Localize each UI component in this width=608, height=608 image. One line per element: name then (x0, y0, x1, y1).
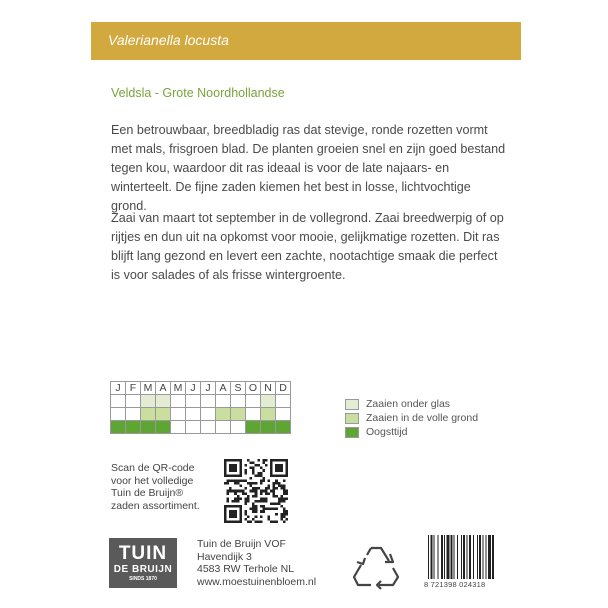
calendar-cell (201, 421, 216, 434)
calendar-cell (276, 408, 291, 421)
legend-swatch-volle (345, 413, 359, 424)
qr-text-line: voor het volledige (111, 474, 194, 487)
qr-text-line: Scan de QR-code (111, 462, 195, 474)
calendar-cell (141, 408, 156, 421)
calendar-cell (276, 421, 291, 434)
description-paragraph-1: Een betrouwbaar, breedbladig ras dat stevige, ronde rozetten vormt met mals, frisgroen blad. De planten groeien snel en zijn goed bestand tegen kou, waardoor dit ras ideaal is voor de late najaars- en winterteelt. De fijne zaden kiemen het best in losse, lichtvochtige grond. (111, 123, 506, 213)
calendar-cell (171, 421, 186, 434)
calendar-cell (246, 395, 261, 408)
calendar-month-header: O (246, 382, 261, 395)
variety-name: Veldsla - Grote Noordhollandse (111, 86, 285, 100)
calendar-month-header: S (231, 382, 246, 395)
calendar-cell (216, 395, 231, 408)
calendar-cell (216, 408, 231, 421)
calendar-cell (126, 395, 141, 408)
barcode-number: 8 721398 024318 (424, 580, 486, 589)
logo-line-2: DE BRUIJN (113, 564, 173, 575)
calendar-cell (231, 408, 246, 421)
calendar-cell (111, 408, 126, 421)
calendar-cell (186, 395, 201, 408)
calendar-cell (171, 395, 186, 408)
calendar-cell (246, 421, 261, 434)
calendar-cell (141, 421, 156, 434)
legend-label-volle: Zaaien in de volle grond (366, 412, 479, 424)
qr-instructions (111, 462, 200, 512)
calendar-cell (126, 408, 141, 421)
address-line: Havendijk 3 (197, 550, 252, 563)
sowing-calendar (110, 381, 291, 434)
company-address (197, 538, 316, 588)
calendar-cell (231, 395, 246, 408)
calendar-cell (156, 395, 171, 408)
calendar-legend (345, 397, 478, 439)
address-line: Tuin de Bruijn VOF (197, 538, 286, 550)
calendar-month-header: F (126, 382, 141, 395)
legend-swatch-glas (345, 399, 359, 410)
calendar-row (111, 395, 291, 408)
recycle-icon (349, 540, 403, 590)
qr-code-icon[interactable] (223, 459, 289, 523)
calendar-month-header: A (216, 382, 231, 395)
website-link[interactable]: www.moestuinenbloem.nl (197, 575, 317, 588)
logo-line-1: TUIN (118, 543, 168, 564)
calendar-cell (261, 421, 276, 434)
calendar-month-header: D (276, 382, 291, 395)
calendar-cell (156, 421, 171, 434)
qr-text-line: Tuin de Bruijn® (111, 487, 184, 499)
calendar-cell (201, 395, 216, 408)
logo-line-3: SINDS 1870 (129, 576, 157, 582)
calendar-cell (261, 395, 276, 408)
calendar-month-header: A (156, 382, 171, 395)
legend-item-oogst (345, 425, 478, 439)
header-band (91, 22, 521, 60)
calendar-cell (186, 408, 201, 421)
legend-item-glas (345, 397, 478, 411)
calendar-cell (186, 421, 201, 434)
qr-text-line: zaden assortiment. (111, 499, 200, 512)
calendar-cell (216, 421, 231, 434)
latin-name: Valerianella locusta (108, 32, 229, 48)
calendar-cell (171, 408, 186, 421)
calendar-cell (231, 421, 246, 434)
calendar-month-header: J (201, 382, 216, 395)
calendar-month-header: M (171, 382, 186, 395)
calendar-cell (276, 395, 291, 408)
legend-swatch-oogst (345, 427, 359, 438)
legend-label-glas: Zaaien onder glas (366, 398, 451, 410)
calendar-cell (141, 395, 156, 408)
calendar-month-header: N (261, 382, 276, 395)
barcode-icon (426, 535, 498, 583)
legend-label-oogst: Oogsttijd (366, 426, 408, 438)
legend-item-volle (345, 411, 478, 425)
calendar-cell (111, 395, 126, 408)
calendar-cell (111, 421, 126, 434)
calendar-cell (246, 408, 261, 421)
description-paragraph-2: Zaai van maart tot september in de vollegrond. Zaai breedwerpig of op rijtjes en dun uit na opkomst voor mooie, gelijkmatige rozetten. Dit ras blijft lang gezond en levert een zachte, nootachtige smaak die perfect is voor salades of als frisse wintergroente. (111, 211, 504, 282)
address-line: 4583 RW Terhole NL (197, 563, 295, 575)
brand-logo (109, 538, 177, 588)
calendar-row (111, 421, 291, 434)
calendar-month-header: M (141, 382, 156, 395)
calendar-cell (156, 408, 171, 421)
calendar-cell (201, 408, 216, 421)
calendar-cell (126, 421, 141, 434)
calendar-month-header: J (186, 382, 201, 395)
calendar-month-header: J (111, 382, 126, 395)
calendar-row (111, 408, 291, 421)
calendar-cell (261, 408, 276, 421)
